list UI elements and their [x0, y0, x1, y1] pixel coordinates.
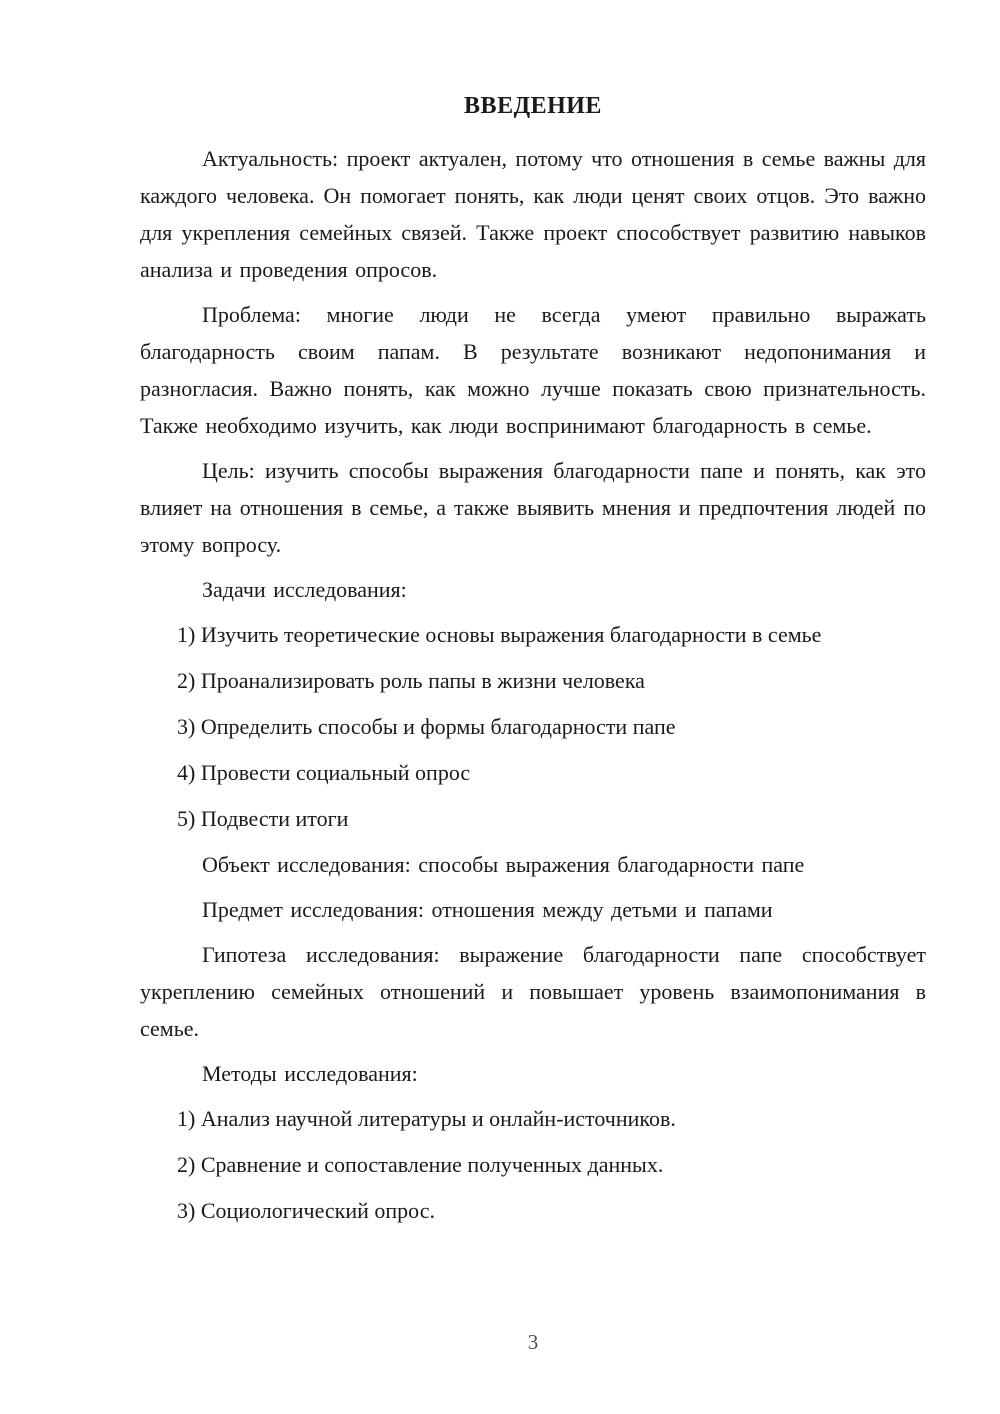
- paragraph-subject: Предмет исследования: отношения между детьми и папами: [202, 897, 773, 922]
- paragraph-actuality: Актуальность: проект актуален, потому что отношения в семье важны для каждого человека. Он помогает понять, как люди ценят своих отцов. Это важно для укрепления семейных связей. Также проект способствует развитию навыков анализа и проведения опросов.: [140, 146, 926, 282]
- tasks-list: [140, 616, 926, 837]
- task-item-3: 3) Определить способы и формы благодарности папе: [177, 714, 676, 739]
- page-number: 3: [527, 1330, 539, 1354]
- method-item-1: 1) Анализ научной литературы и онлайн-источников.: [177, 1106, 676, 1131]
- task-item-1: 1) Изучить теоретические основы выражения благодарности в семье: [177, 622, 822, 647]
- task-item-5: 5) Подвести итоги: [177, 806, 349, 831]
- methods-heading: Методы исследования:: [202, 1061, 418, 1086]
- paragraph-hypothesis: Гипотеза исследования: выражение благодарности папе способствует укреплению семейных отношений и повышает уровень взаимопонимания в семье.: [140, 942, 926, 1041]
- task-item-2: 2) Проанализировать роль папы в жизни человека: [177, 668, 645, 693]
- tasks-heading: Задачи исследования:: [202, 577, 407, 602]
- method-item-2: 2) Сравнение и сопоставление полученных данных.: [177, 1152, 664, 1177]
- page-title: ВВЕДЕНИЕ: [464, 93, 602, 119]
- paragraph-goal: Цель: изучить способы выражения благодарности папе и понять, как это влияет на отношения в семье, а также выявить мнения и предпочтения людей по этому вопросу.: [140, 458, 926, 557]
- paragraph-object: Объект исследования: способы выражения благодарности папе: [202, 852, 805, 877]
- paragraph-problem: Проблема: многие люди не всегда умеют правильно выражать благодарность своим папам. В результате возникают недопонимания и разногласия. Важно понять, как можно лучше показать свою признательность. Также необходимо изучить, как люди воспринимают благодарность в семье.: [140, 302, 926, 438]
- method-item-3: 3) Социологический опрос.: [177, 1198, 435, 1223]
- document-content: [140, 0, 926, 1238]
- methods-list: [140, 1100, 926, 1229]
- task-item-4: 4) Провести социальный опрос: [177, 760, 471, 785]
